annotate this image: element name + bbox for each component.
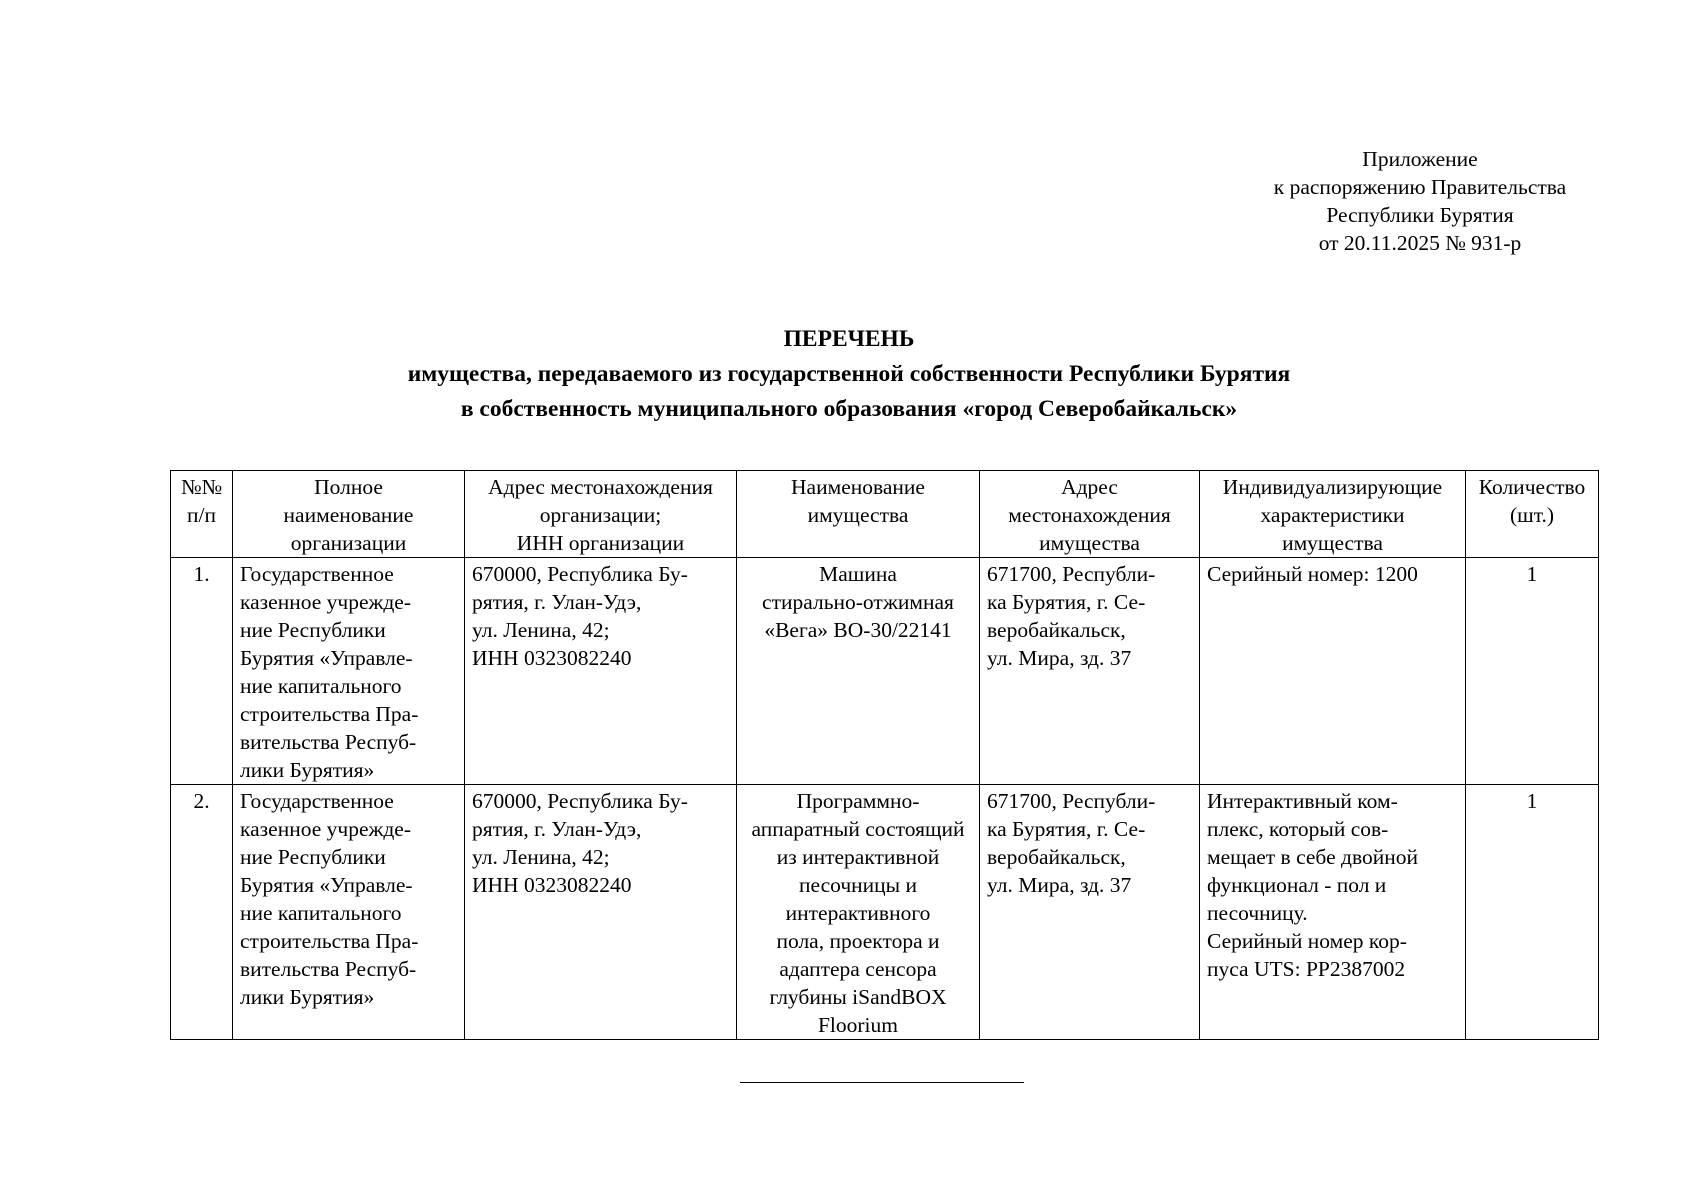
- cell-quantity: 1: [1466, 558, 1599, 785]
- cell-org-name: Государственное казенное учрежде- ние Республики Бурятия «Управле- ние капитального строительства Пра- вительства Респуб- лики Бурятия»: [233, 558, 465, 785]
- header-quantity: Количество (шт.): [1466, 471, 1599, 558]
- cell-number: 2.: [171, 785, 233, 1040]
- appendix-block: [1240, 145, 1600, 257]
- cell-property-name: Программно- аппаратный состоящий из интерактивной песочницы и интерактивного пола, проектора и адаптера сенсора глубины iSandBOX Floorium: [737, 785, 980, 1040]
- appendix-title: Приложение: [1362, 147, 1478, 171]
- header-property-address: Адрес местонахождения имущества: [980, 471, 1200, 558]
- document-title: ПЕРЕЧЕНЬ: [783, 326, 915, 352]
- header-characteristics: Индивидуализирующие характеристики имущества: [1200, 471, 1466, 558]
- header-org-name: Полное наименование организации: [233, 471, 465, 558]
- cell-number: 1.: [171, 558, 233, 785]
- cell-org-address: 670000, Республика Бу- рятия, г. Улан-Удэ, ул. Ленина, 42; ИНН 0323082240: [465, 785, 737, 1040]
- header-property-name: Наименование имущества: [737, 471, 980, 558]
- document-subtitle-line-1: имущества, передаваемого из государственной собственности Республики Бурятия: [407, 361, 1291, 387]
- cell-property-address: 671700, Республи- ка Бурятия, г. Се- веробайкальск, ул. Мира, зд. 37: [980, 785, 1200, 1040]
- appendix-reference: к распоряжению Правительства: [1273, 175, 1567, 199]
- cell-property-name: Машина стирально-отжимная «Вега» ВО-30/22141: [737, 558, 980, 785]
- cell-property-address: 671700, Республи- ка Бурятия, г. Се- веробайкальск, ул. Мира, зд. 37: [980, 558, 1200, 785]
- end-of-document-divider: [740, 1082, 1024, 1083]
- appendix-authority: Республики Бурятия: [1326, 203, 1514, 227]
- property-table: [170, 470, 1599, 1040]
- table-row: [171, 785, 1599, 1040]
- cell-characteristics: Интерактивный ком- плекс, который сов- мещает в себе двойной функционал - пол и песочницу. Серийный номер кор- пуса UTS: PP2387002: [1200, 785, 1466, 1040]
- document-heading: [0, 322, 1698, 427]
- appendix-date-number: от 20.11.2025 № 931-р: [1318, 231, 1522, 255]
- header-number: №№ п/п: [171, 471, 233, 558]
- document-subtitle-line-2: в собственность муниципального образования «город Северобайкальск»: [460, 396, 1238, 422]
- header-org-address: Адрес местонахождения организации; ИНН организации: [465, 471, 737, 558]
- table-header-row: [171, 471, 1599, 558]
- cell-org-name: Государственное казенное учрежде- ние Республики Бурятия «Управле- ние капитального строительства Пра- вительства Респуб- лики Бурятия»: [233, 785, 465, 1040]
- cell-characteristics: Серийный номер: 1200: [1200, 558, 1466, 785]
- table-row: [171, 558, 1599, 785]
- cell-org-address: 670000, Республика Бу- рятия, г. Улан-Удэ, ул. Ленина, 42; ИНН 0323082240: [465, 558, 737, 785]
- cell-quantity: 1: [1466, 785, 1599, 1040]
